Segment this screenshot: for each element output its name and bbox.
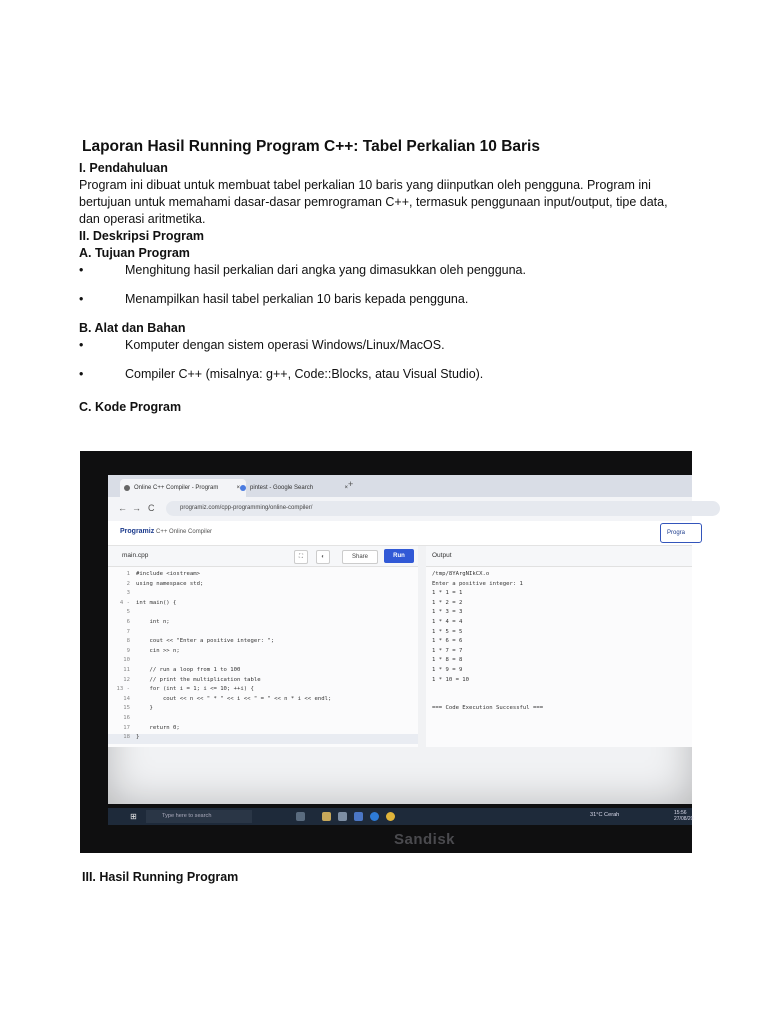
bullet-dot: •: [79, 292, 84, 306]
code-line: [108, 581, 418, 591]
taskbar-clock[interactable]: [674, 810, 693, 822]
windows-start-icon[interactable]: ⊞: [130, 812, 137, 821]
list-item: [79, 262, 689, 279]
output-label: Output: [432, 552, 452, 559]
taskbar-search-input[interactable]: Type here to search: [146, 810, 252, 823]
theme-icon[interactable]: ◐: [316, 550, 330, 564]
back-arrow-icon[interactable]: ←: [118, 503, 127, 513]
code-line: [108, 696, 418, 706]
line-number: 3: [126, 590, 130, 597]
code-line: [108, 648, 418, 658]
tab-google-search[interactable]: [236, 479, 354, 497]
share-button[interactable]: [342, 550, 378, 564]
reload-icon[interactable]: C: [148, 503, 155, 513]
editor-toolbar: [108, 546, 418, 567]
tab-label: Online C++ Compiler - Program: [134, 485, 219, 491]
list-item-text: Compiler C++ (misalnya: g++, Code::Blocks, atau Visual Studio).: [125, 367, 484, 381]
line-number: 16: [123, 715, 130, 721]
output-line: 1 * 10 = 10: [432, 676, 470, 683]
code-text: cout << n << " * " << i << " = " << n * i << endl;: [136, 695, 332, 702]
subheading-kode: C. Kode Program: [79, 400, 182, 414]
code-text: int n;: [136, 619, 170, 625]
list-item: [79, 291, 689, 308]
line-number: 4 -: [119, 599, 130, 606]
alat-list: [79, 337, 689, 383]
code-line: [108, 677, 418, 687]
code-line: [108, 686, 418, 696]
date-text: 27/08/20: [674, 816, 694, 822]
code-text: for (int i = 1; i <= 10; ++i) {: [136, 686, 254, 693]
code-text: int main() {: [136, 599, 177, 606]
line-number: 6: [126, 619, 130, 625]
tujuan-list: [79, 262, 689, 308]
line-number: 12: [123, 676, 130, 683]
share-label: Share: [351, 554, 368, 560]
list-item-text: Menghitung hasil perkalian dari angka yang dimasukkan oleh pengguna.: [125, 263, 526, 277]
task-view-icon[interactable]: [296, 812, 305, 821]
output-panel: [426, 567, 692, 747]
code-line: [108, 657, 418, 667]
code-line: [108, 609, 418, 619]
code-line: [108, 734, 418, 744]
line-number: 7: [126, 628, 130, 635]
line-number: 17: [123, 724, 130, 731]
bullet-dot: •: [79, 338, 84, 352]
list-item-text: Menampilkan hasil tabel perkalian 10 baris kepada pengguna.: [125, 292, 469, 306]
code-line: [108, 590, 418, 600]
line-number: 11: [123, 667, 130, 673]
output-line: /tmp/8YArgNIkCX.o: [432, 571, 490, 577]
output-line: Enter a positive integer: 1: [432, 580, 523, 587]
close-icon[interactable]: ×: [236, 485, 240, 491]
time-text: 15:56: [674, 810, 687, 816]
address-bar-row: [108, 497, 692, 522]
bullet-dot: •: [79, 367, 84, 381]
code-text: cin >> n;: [136, 647, 180, 654]
code-editor[interactable]: [108, 567, 418, 747]
code-line: [108, 629, 418, 639]
output-line: 1 * 8 = 8: [432, 657, 463, 664]
site-header: [108, 521, 692, 546]
line-number: 14: [123, 695, 130, 702]
list-item: [79, 366, 689, 383]
monitor-photo: [80, 451, 692, 853]
code-line: [108, 571, 418, 581]
tab-label: pintest - Google Search: [250, 485, 314, 491]
line-number: 13 -: [116, 686, 130, 693]
line-number: 18: [123, 734, 130, 741]
output-line: 1 * 9 = 9: [432, 667, 463, 673]
compiler-label: C++ Online Compiler: [156, 529, 213, 535]
output-line: 1 * 4 = 4: [432, 619, 463, 625]
favicon-icon: [124, 485, 130, 491]
mail-icon[interactable]: [354, 812, 363, 821]
code-text: // run a loop from 1 to 100: [136, 667, 241, 673]
programiz-logo[interactable]: Programiz: [120, 528, 155, 535]
output-header: [426, 546, 692, 567]
code-line: [108, 667, 418, 677]
new-tab-button[interactable]: +: [348, 479, 354, 489]
code-text: }: [136, 705, 153, 712]
output-line: 1 * 5 = 5: [432, 628, 463, 635]
code-line: [108, 705, 418, 715]
store-icon[interactable]: [338, 812, 347, 821]
code-line: [108, 600, 418, 610]
code-text: // print the multiplication table: [136, 676, 261, 683]
code-text: #include <iostream>: [136, 571, 200, 577]
list-item-text: Komputer dengan sistem operasi Windows/Linux/MacOS.: [125, 338, 445, 352]
code-text: }: [136, 734, 140, 741]
edge-icon[interactable]: [370, 812, 379, 821]
line-number: 8: [126, 638, 130, 645]
monitor-brand-logo: Sandisk: [394, 831, 456, 848]
output-line: 1 * 7 = 7: [432, 647, 463, 654]
browser-tabbar: [108, 475, 692, 497]
google-icon: [240, 485, 246, 491]
line-number: 15: [123, 705, 130, 712]
output-line: 1 * 6 = 6: [432, 638, 463, 645]
file-tab[interactable]: main.cpp: [122, 552, 149, 559]
section-heading-deskripsi: II. Deskripsi Program: [79, 229, 205, 243]
line-number: 9: [126, 647, 130, 654]
line-number: 1: [126, 571, 130, 577]
fullscreen-icon[interactable]: ⛶: [294, 550, 308, 564]
file-explorer-icon[interactable]: [322, 812, 331, 821]
section-heading-hasil: III. Hasil Running Program: [82, 870, 239, 884]
list-item: [79, 337, 689, 354]
code-line: [108, 725, 418, 735]
windows-taskbar: [108, 808, 692, 825]
monitor-screen: [108, 475, 694, 822]
output-line: 1 * 2 = 2: [432, 599, 463, 606]
output-line: === Code Execution Successful ===: [432, 705, 544, 712]
code-line: [108, 619, 418, 629]
code-text: using namespace std;: [136, 580, 204, 587]
code-text: return 0;: [136, 724, 180, 731]
line-number: 2: [126, 580, 130, 587]
url-field[interactable]: programiz.com/cpp-programming/online-compiler/: [166, 501, 720, 516]
output-line: 1 * 3 = 3: [432, 609, 463, 616]
bullet-dot: •: [79, 263, 84, 277]
document-body: [79, 136, 689, 416]
code-line: [108, 638, 418, 648]
close-icon[interactable]: ×: [344, 485, 348, 491]
line-number: 10: [123, 657, 130, 664]
line-number: 5: [126, 609, 130, 616]
code-line: [108, 715, 418, 725]
subheading-alat: B. Alat dan Bahan: [79, 321, 186, 335]
tab-online-compiler[interactable]: [120, 479, 246, 497]
run-button[interactable]: Run: [384, 549, 414, 563]
forward-arrow-icon[interactable]: →: [132, 503, 141, 513]
document-title: Laporan Hasil Running Program C++: Tabel Perkalian 10 Baris: [82, 138, 540, 155]
chrome-icon[interactable]: [386, 812, 395, 821]
weather-widget[interactable]: 31°C Cerah: [590, 812, 620, 818]
programiz-pro-button[interactable]: Progra: [660, 523, 702, 543]
code-text: cout << "Enter a positive integer: ";: [136, 638, 275, 645]
pendahuluan-paragraph: Program ini dibuat untuk membuat tabel perkalian 10 baris yang diinputkan oleh pengguna. Program ini bertujuan untuk memahami dasar-dasar pemrograman C++, termasuk penggunaan input/output, tipe data, dan operasi aritmetika.: [79, 178, 668, 226]
subheading-tujuan: A. Tujuan Program: [79, 246, 190, 260]
section-heading-pendahuluan: I. Pendahuluan: [79, 161, 168, 175]
output-line: 1 * 1 = 1: [432, 590, 463, 597]
